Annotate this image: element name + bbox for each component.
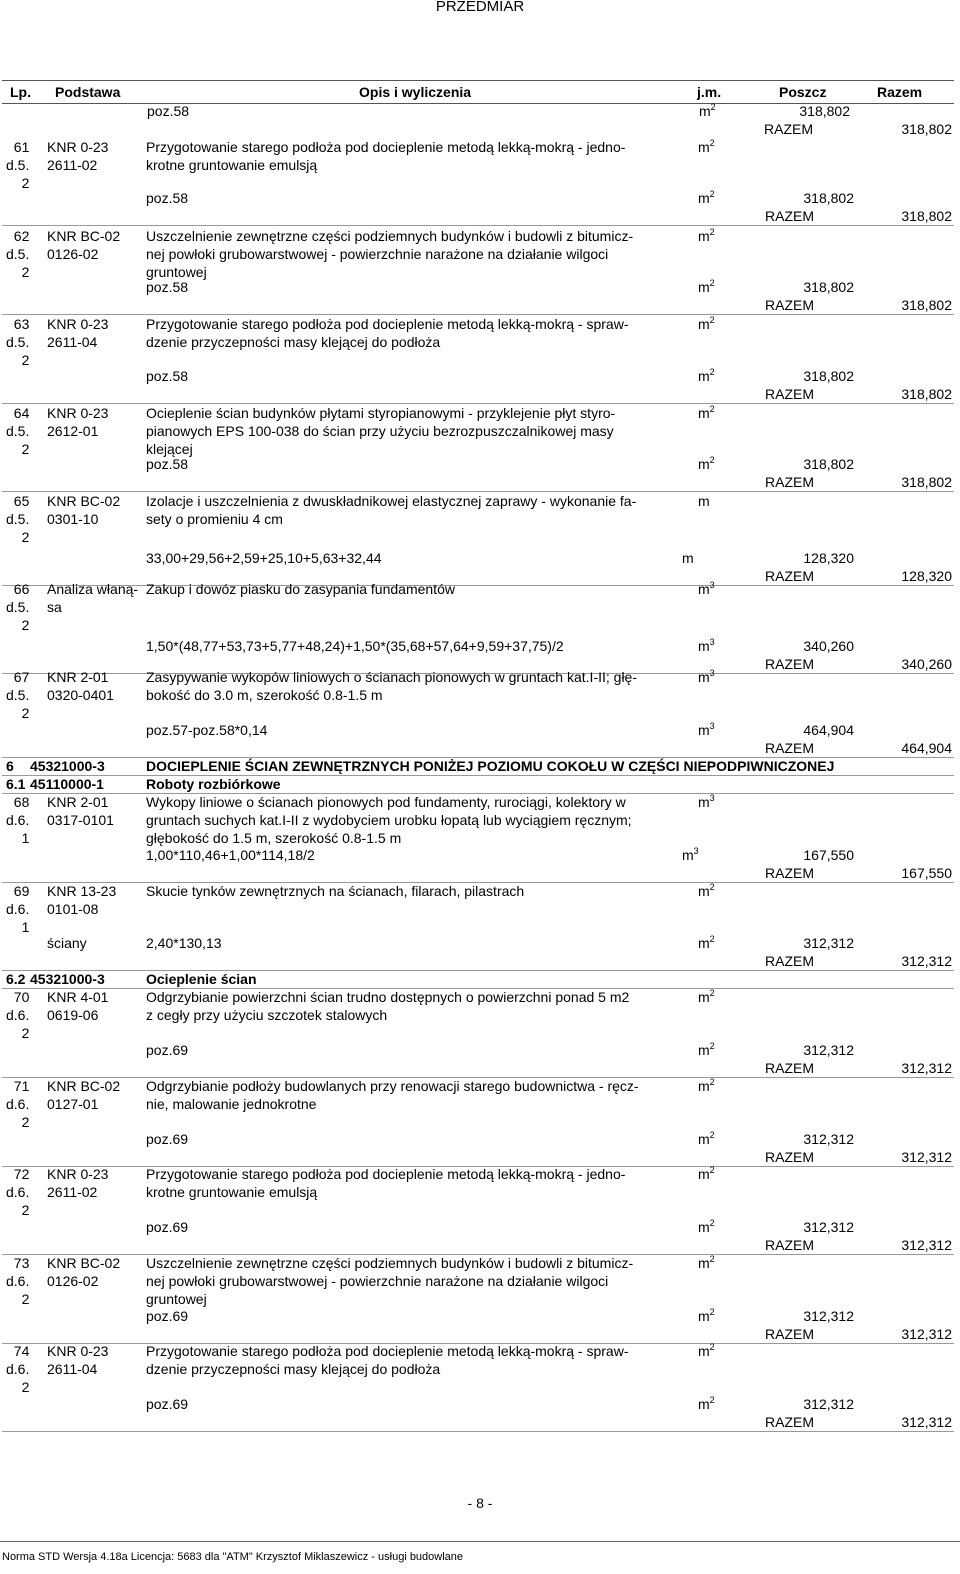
row-calc-jm: $m^2$ <box>698 367 715 384</box>
row-poszcz: 312,312 <box>803 1219 854 1235</box>
row-opis: Ocieplenie ścian budynków płytami styropianowymi - przyklejenie płyt styro- pianowych EPS 100-038 do ścian przy użyciu bezrozpuszczalnikowej masy klejącej <box>146 405 616 457</box>
section-lp: 6.1 <box>6 776 26 792</box>
row-jm: $m^3$ <box>698 668 715 685</box>
section-title: Roboty rozbiórkowe <box>146 776 281 792</box>
header-razem: Razem <box>877 84 923 100</box>
row-podstawa: KNR BC-02 0126-02 <box>47 1255 121 1289</box>
row-divider <box>2 1431 954 1432</box>
row-jm: $m^2$ <box>698 1077 715 1094</box>
row-opis: Przygotowanie starego podłoża pod docieplenie metodą lekką-mokrą - spraw- dzenie przyczepności masy klejącej do podłoża <box>146 1343 629 1377</box>
row-lp: 67 d.5. 2 <box>6 669 30 721</box>
header-podstawa: Podstawa <box>55 84 121 100</box>
row-podstawa: KNR 0-23 2611-02 <box>47 139 109 173</box>
row-opis: Izolacje i uszczelnienia z dwuskładnikowej elastycznej zaprawy - wykonanie fa- sety o promieniu 4 cm <box>146 493 637 527</box>
row-calc: 2,40*130,13 <box>146 935 222 951</box>
row-lp: 70 d.6. 2 <box>6 989 30 1041</box>
row-opis: Przygotowanie starego podłoża pod docieplenie metodą lekką-mokrą - spraw- dzenie przyczepności masy klejącej do podłoża <box>146 316 629 350</box>
razem-label: RAZEM <box>765 1060 814 1076</box>
row-lp: 74 d.6. 2 <box>6 1343 30 1395</box>
section-code: 45110000-1 <box>30 776 104 792</box>
header-jm: j.m. <box>697 84 722 100</box>
razem-label: RAZEM <box>765 656 814 672</box>
row-jm: $m^3$ <box>698 793 715 810</box>
row-poszcz: 312,312 <box>803 1131 854 1147</box>
row-calc: poz.58 <box>146 190 189 206</box>
row-lp: 71 d.6. 2 <box>6 1078 30 1130</box>
document-title: PRZEDMIAR <box>435 0 525 15</box>
carry-poszcz: 318,802 <box>799 103 850 119</box>
row-jm: $m^2$ <box>698 404 715 421</box>
header-poszcz: Poszcz <box>779 84 827 100</box>
razem-value: 318,802 <box>901 208 952 224</box>
razem-label: RAZEM <box>765 297 814 313</box>
razem-label: RAZEM <box>764 121 813 137</box>
row-poszcz: 167,550 <box>803 847 854 863</box>
row-calc: poz.69 <box>146 1219 189 1235</box>
razem-value: 318,802 <box>901 297 952 313</box>
row-jm: $m^2$ <box>698 1165 715 1182</box>
row-podstawa: KNR 0-23 2611-04 <box>47 316 109 350</box>
row-opis: Uszczelnienie zewnętrzne części podziemnych budynków i budowli z bitumicz- nej powłoki grubowarstwowej - powierzchnie narażone na działanie wilgoci gruntowej <box>146 1255 634 1307</box>
row-jm: $m^2$ <box>698 138 715 155</box>
razem-label: RAZEM <box>765 208 814 224</box>
razem-value: 340,260 <box>901 656 952 672</box>
row-calc-jm: $m^3$ <box>682 846 699 863</box>
section-divider <box>2 775 954 776</box>
row-lp: 73 d.6. 2 <box>6 1255 30 1307</box>
row-calc-jm: $m^2$ <box>698 1307 715 1324</box>
razem-value: 312,312 <box>901 1414 952 1430</box>
razem-value: 167,550 <box>901 865 952 881</box>
razem-label: RAZEM <box>765 1149 814 1165</box>
razem-label: RAZEM <box>765 1414 814 1430</box>
row-calc-jm: $m^2$ <box>698 189 715 206</box>
row-poszcz: 318,802 <box>803 190 854 206</box>
razem-label: RAZEM <box>765 568 814 584</box>
row-poszcz: 318,802 <box>803 368 854 384</box>
section-lp: 6.2 <box>6 971 26 987</box>
row-calc: 33,00+29,56+2,59+25,10+5,63+32,44 <box>146 550 382 566</box>
section-title: DOCIEPLENIE ŚCIAN ZEWNĘTRZNYCH PONIŻEJ POZIOMU COKOŁU W CZĘŚCI NIEPODPIWNICZONEJ <box>146 758 835 774</box>
row-poszcz: 312,312 <box>803 935 854 951</box>
section-code: 45321000-3 <box>30 971 105 987</box>
row-calc: poz.57-poz.58*0,14 <box>146 722 268 738</box>
razem-value: 312,312 <box>901 1237 952 1253</box>
row-podstawa: KNR 4-01 0619-06 <box>47 989 109 1023</box>
section-code: 45321000-3 <box>30 758 105 774</box>
row-divider <box>2 225 954 226</box>
razem-value: 318,802 <box>901 474 952 490</box>
header-lp: Lp. <box>10 84 31 100</box>
row-calc-jm: $m^2$ <box>698 1218 715 1235</box>
row-opis: Odgrzybianie powierzchni ścian trudno dostępnych o powierzchni ponad 5 m2 z cegły przy użyciu szczotek stalowych <box>146 989 630 1023</box>
carry-jm: $m^2$ <box>699 102 716 119</box>
row-calc: 1,00*110,46+1,00*114,18/2 <box>146 847 315 863</box>
row-poszcz: 312,312 <box>803 1396 854 1412</box>
row-opis: Odgrzybianie podłoży budowlanych przy renowacji starego budownictwa - ręcz- nie, malowanie jednokrotne <box>146 1078 639 1112</box>
row-lp: 72 d.6. 2 <box>6 1166 30 1218</box>
page-number: - 8 - <box>467 1495 493 1511</box>
carry-calc: poz.58 <box>147 103 190 119</box>
razem-label: RAZEM <box>765 386 814 402</box>
razem-value: 318,802 <box>901 386 952 402</box>
row-poszcz: 318,802 <box>803 456 854 472</box>
row-poszcz: 464,904 <box>803 722 854 738</box>
row-lp: 61 d.5. 2 <box>6 139 30 191</box>
row-jm: $m^2$ <box>698 988 715 1005</box>
row-podstawa: Analiza właną- sa <box>47 581 139 615</box>
row-calc-jm: $m^2$ <box>698 1130 715 1147</box>
row-lp: 69 d.6. 1 <box>6 883 30 935</box>
row-calc: 1,50*(48,77+53,73+5,77+48,24)+1,50*(35,68+57,64+9,59+37,75)/2 <box>146 638 564 654</box>
row-jm: $m^3$ <box>698 580 715 597</box>
row-podstawa: KNR 0-23 2611-02 <box>47 1166 109 1200</box>
row-divider <box>2 970 954 971</box>
razem-label: RAZEM <box>765 1237 814 1253</box>
razem-value: 312,312 <box>901 1149 952 1165</box>
row-opis: Wykopy liniowe o ścianach pionowych pod fundamenty, rurociągi, kolektory w gruntach suchych kat.I-II z wydobyciem urobku łopatą lub wyciągiem ręcznym; głębokość do 1.5 m, szerokość 0.8-1.5 m <box>146 794 632 846</box>
row-opis: Przygotowanie starego podłoża pod docieplenie metodą lekką-mokrą - jedno- krotne gruntowanie emulsją <box>146 139 626 173</box>
row-poszcz: 128,320 <box>803 550 854 566</box>
row-poszcz: 312,312 <box>803 1308 854 1324</box>
razem-label: RAZEM <box>765 740 814 756</box>
row-calc: poz.58 <box>146 456 189 472</box>
row-jm: $m^2$ <box>698 227 715 244</box>
row-podstawa: KNR BC-02 0127-01 <box>47 1078 121 1112</box>
row-jm: $m^2$ <box>698 1342 715 1359</box>
row-divider <box>2 585 954 586</box>
row-podstawa: KNR BC-02 0301-10 <box>47 493 121 527</box>
row-calc-jm: $m^3$ <box>698 637 715 654</box>
row-calc: poz.69 <box>146 1396 189 1412</box>
razem-value: 312,312 <box>901 1060 952 1076</box>
razem-value: 128,320 <box>901 568 952 584</box>
row-podstawa: KNR 2-01 0317-0101 <box>47 794 114 828</box>
row-jm: $m^2$ <box>698 882 715 899</box>
row-calc-jm: $m^2$ <box>698 278 715 295</box>
header-opis: Opis i wyliczenia <box>359 84 472 100</box>
row-lp: 62 d.5. 2 <box>6 228 30 280</box>
row-opis: Zakup i dowóz piasku do zasypania fundamentów <box>146 581 455 597</box>
row-poszcz: 340,260 <box>803 638 854 654</box>
razem-label: RAZEM <box>765 474 814 490</box>
row-calc: poz.58 <box>146 279 189 295</box>
row-opis: Uszczelnienie zewnętrzne części podziemnych budynków i budowli z bitumicz- nej powłoki grubowarstwowej - powierzchnie narażone na działanie wilgoci gruntowej <box>146 228 634 280</box>
row-podstawa: KNR 13-23 0101-08 <box>47 883 117 917</box>
razem-label: RAZEM <box>765 953 814 969</box>
row-opis: Skucie tynków zewnętrznych na ścianach, filarach, pilastrach <box>146 883 525 899</box>
row-calc: poz.69 <box>146 1131 189 1147</box>
table-header <box>2 80 954 104</box>
row-podstawa: KNR 0-23 2612-01 <box>47 405 109 439</box>
section-lp: 6 <box>6 758 14 774</box>
razem-value: 312,312 <box>901 953 952 969</box>
row-podstawa: KNR 0-23 2611-04 <box>47 1343 109 1377</box>
section-title: Ocieplenie ścian <box>146 971 257 987</box>
row-calc-jm: $m^2$ <box>698 1041 715 1058</box>
row-jm: $m^2$ <box>698 315 715 332</box>
row-calc: poz.69 <box>146 1042 189 1058</box>
razem-label: RAZEM <box>765 865 814 881</box>
footer-note: Norma STD Wersja 4.18a Licencja: 5683 dla "ATM" Krzysztof Miklaszewicz - usługi budowlane <box>2 1551 464 1563</box>
row-opis: Przygotowanie starego podłoża pod docieplenie metodą lekką-mokrą - jedno- krotne gruntowanie emulsją <box>146 1166 626 1200</box>
row-calc: poz.58 <box>146 368 189 384</box>
row-calc: poz.69 <box>146 1308 189 1324</box>
razem-value: 464,904 <box>901 740 952 756</box>
row-lp: 63 d.5. 2 <box>6 316 30 368</box>
row-calc-jm: m <box>682 550 694 566</box>
row-poszcz: 312,312 <box>803 1042 854 1058</box>
row-calc-jm: $m^2$ <box>698 934 715 951</box>
footer-divider <box>0 1541 960 1542</box>
row-calc-jm: $m^3$ <box>698 721 715 738</box>
row-lp: 68 d.6. 1 <box>6 794 30 846</box>
row-poszcz: 318,802 <box>803 279 854 295</box>
row-calc-jm: $m^2$ <box>698 1395 715 1412</box>
row-calc-jm: $m^2$ <box>698 455 715 472</box>
row-lp: 64 d.5. 2 <box>6 405 30 457</box>
row-jm: $m^2$ <box>698 1254 715 1271</box>
row-opis: Zasypywanie wykopów liniowych o ścianach pionowych w gruntach kat.I-II; głę- bokość do 3.0 m, szerokość 0.8-1.5 m <box>146 669 638 703</box>
row-lp: 65 d.5. 2 <box>6 493 30 545</box>
row-podstawa: KNR 2-01 0320-0401 <box>47 669 114 703</box>
razem-label: RAZEM <box>765 1326 814 1342</box>
row-calc-label: ściany <box>47 935 87 951</box>
row-podstawa: KNR BC-02 0126-02 <box>47 228 121 262</box>
row-lp: 66 d.5. 2 <box>6 581 30 633</box>
razem-value: 312,312 <box>901 1326 952 1342</box>
razem-value: 318,802 <box>901 121 952 137</box>
row-jm: m <box>698 493 710 509</box>
